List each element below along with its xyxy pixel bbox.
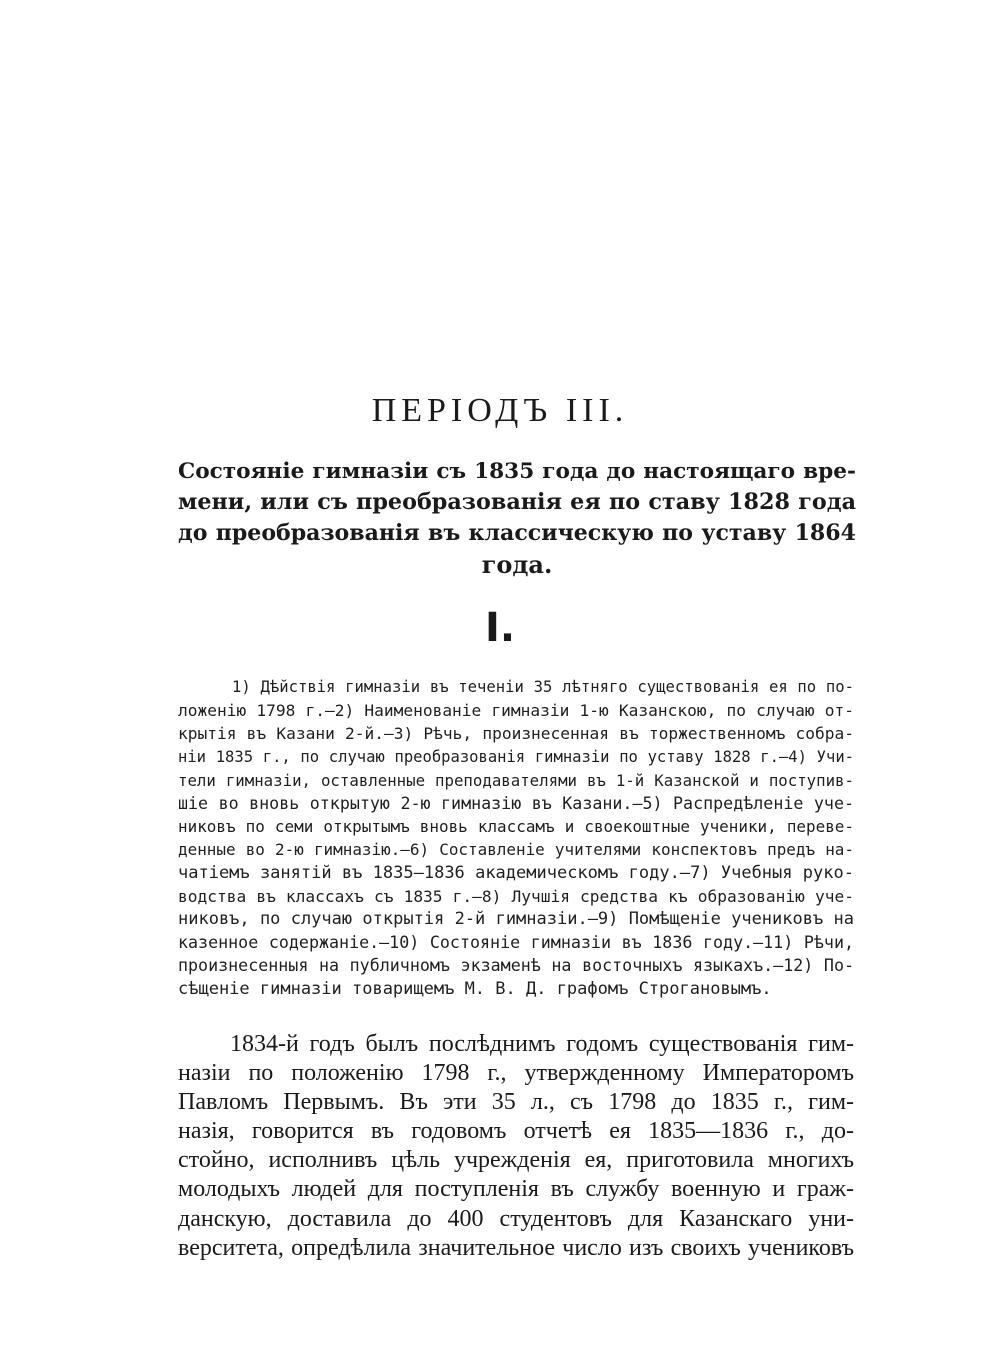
summary-line: тели гимназіи, оставленные преподавателями въ 1-й Казанской и поступив- [178,770,854,790]
body-line: данскую, доставила до 400 студентовъ для Казанскаго уни- [178,1205,854,1232]
body-line: Павломъ Первымъ. Въ эти 35 л., съ 1798 до 1835 г., гим- [178,1089,854,1116]
summary-line: сѣщеніе гимназіи товарищемъ М. В. Д. графомъ Строгановымъ. [178,978,772,999]
section-title-line: Состояніе гимназіи съ 1835 года до настоящаго вре- [178,459,856,484]
summary-line: никовъ, по случаю открытія 2-й гимназіи.—9) Помѣщеніе учениковъ на [178,909,854,930]
summary-line: крытія въ Казани 2-й.—3) Рѣчь, произнесенная въ торжественномъ собра- [178,724,854,744]
chapter-summary [178,676,854,1001]
section-title-line: года. [481,550,553,579]
body-line: 1834-й годъ былъ послѣднимъ годомъ существованія гим- [230,1031,854,1057]
period-heading: ПЕРІОДЪ III. [371,392,629,429]
summary-line: 1) Дѣйствія гимназіи въ теченіи 35 лѣтняго существованія ея по по- [232,678,854,696]
summary-line: водства въ классахъ съ 1835 г.—8) Лучшія средства къ образованію уче- [178,886,854,906]
summary-line: шіе во вновь открытую 2-ю гимназію въ Казани.—5) Распредѣленіе уче- [178,794,854,814]
summary-line: произнесенныя на публичномъ экзаменѣ на восточныхъ языкахъ.—12) По- [178,956,854,976]
body-line: верситета, опредѣлила значительное число изъ своихъ учениковъ [178,1234,854,1261]
section-title-line: мени, или съ преобразованія ея по ставу 1828 года [178,489,856,515]
summary-line: ложенію 1798 г.—2) Наименованіе гимназіи 1-ю Казанскою, по случаю от- [178,701,854,721]
body-line: назіи по положенію 1798 г., утвержденному Императоромъ [178,1060,854,1087]
body-line: назія, говорится въ годовомъ отчетѣ ея 1835—1836 г., до- [178,1118,854,1145]
chapter-numeral: I. [484,605,516,651]
summary-line: никовъ по семи открытымъ вновь классамъ и своекоштные ученики, переве- [178,817,854,837]
summary-line: казенное содержаніе.—10) Состояніе гимназіи въ 1836 году.—11) Рѣчи, [178,933,854,953]
body-paragraph [178,1030,854,1263]
summary-line: денные во 2-ю гимназію.—6) Составленіе учителями конспектовъ предъ на- [178,840,854,860]
section-title-line: до преобразованія въ классическую по уставу 1864 [178,520,856,546]
summary-line: чатіемъ занятій въ 1835—1836 академическомъ году.—7) Учебныя руко- [178,862,854,883]
body-line: молодыхъ людей для поступленія въ службу военную и граж- [178,1176,854,1203]
section-title [178,456,856,580]
body-line: стойно, исполнивъ цѣль учрежденія ея, приготовила многихъ [178,1147,854,1174]
summary-line: ніи 1835 г., по случаю преобразованія гимназіи по уставу 1828 г.—4) Учи- [178,747,854,766]
